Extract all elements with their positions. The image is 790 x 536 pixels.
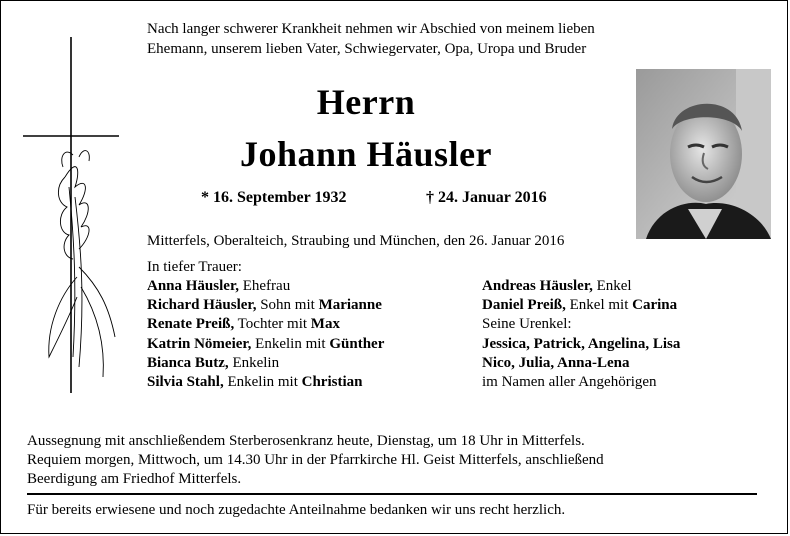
honorific: Herrn (316, 82, 416, 122)
list-item: Anna Häusler, Ehefrau (147, 278, 291, 294)
birth-date: * 16. September 1932 (201, 189, 347, 206)
thanks-text: Für bereits erwiesene und noch zugedachte Anteilnahme bedanken wir uns recht herzlich. (27, 502, 566, 518)
mourners-heading: In tiefer Trauer: (147, 259, 242, 275)
intro-line-1: Nach langer schwerer Krankheit nehmen wir Abschied von meinem lieben (147, 21, 595, 37)
list-item: Nico, Julia, Anna-Lena (482, 354, 630, 371)
ceremony-line-1: Aussegnung mit anschließendem Sterberosenkranz heute, Dienstag, um 18 Uhr in Mitterfels. (27, 433, 585, 449)
list-item: Jessica, Patrick, Angelina, Lisa (482, 335, 681, 352)
intro-line-2: Ehemann, unserem lieben Vater, Schwiegervater, Opa, Uropa und Bruder (147, 41, 587, 57)
mourners-left (147, 277, 384, 392)
list-item: Renate Preiß, Tochter mit Max (147, 316, 340, 333)
list-item: Katrin Nömeier, Enkelin mit Günther (147, 335, 385, 352)
deceased-portrait (636, 69, 771, 239)
list-item: Silvia Stahl, Enkelin mit Christian (147, 374, 363, 391)
list-item: Seine Urenkel: (482, 316, 572, 333)
list-item: Bianca Butz, Enkelin (147, 354, 280, 371)
deceased-name: Johann Häusler (239, 134, 493, 174)
list-item: Richard Häusler, Sohn mit Marianne (147, 297, 382, 314)
ceremony-line-2: Requiem morgen, Mittwoch, um 14.30 Uhr in der Pfarrkirche Hl. Geist Mitterfels, anschließend (27, 452, 604, 468)
mourners-right (482, 277, 680, 392)
list-item: im Namen aller Angehörigen (482, 374, 657, 391)
death-date: † 24. Januar 2016 (426, 189, 547, 206)
list-item: Andreas Häusler, Enkel (482, 278, 632, 294)
list-item: Daniel Preiß, Enkel mit Carina (482, 297, 678, 314)
place-date: Mitterfels, Oberalteich, Straubing und München, den 26. Januar 2016 (147, 233, 565, 249)
ceremony-line-3: Beerdigung am Friedhof Mitterfels. (27, 471, 242, 487)
divider (27, 493, 757, 495)
